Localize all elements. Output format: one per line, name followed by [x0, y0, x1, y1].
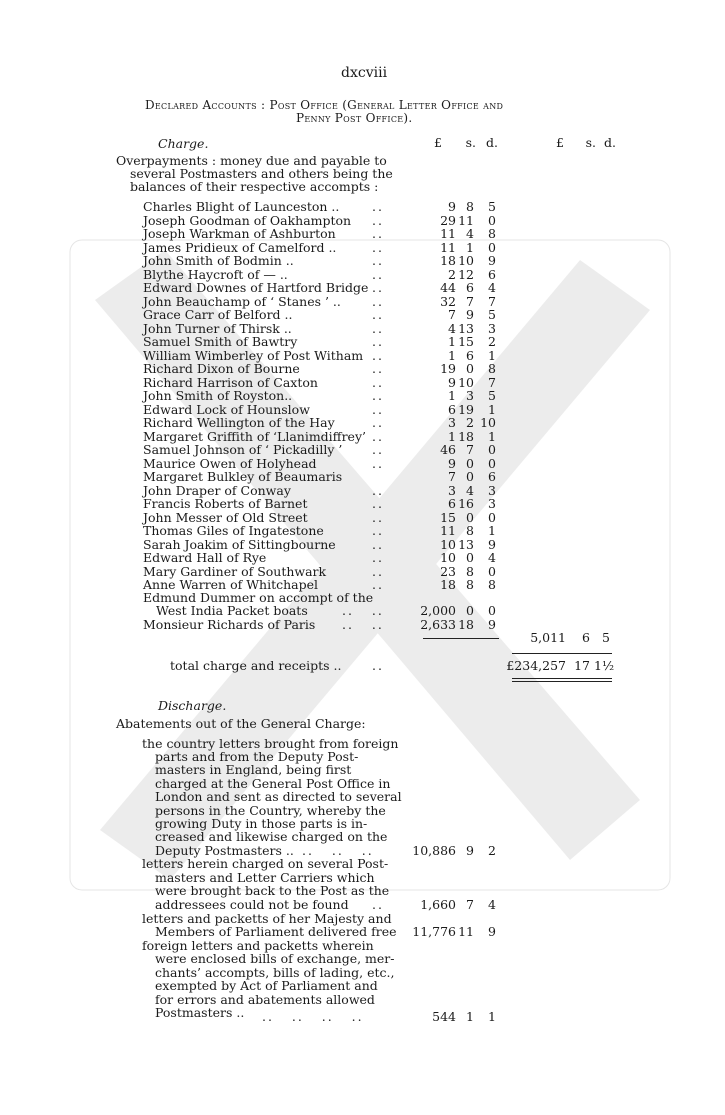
entry-pence: 0 [488, 455, 496, 471]
entry-pounds: 6 [448, 496, 456, 511]
entry-name: Sarah Joakim of Sittingbourne [143, 536, 336, 552]
subtotal-pence: 5 [602, 630, 610, 645]
entry-leader: .. [372, 226, 384, 241]
entry-shillings: 2 [466, 415, 474, 430]
entry-pence: 8 [488, 226, 496, 241]
entry-shillings: 8 [466, 199, 474, 214]
item1-line-3: masters in England, being first [155, 762, 352, 777]
entry-pence: 9 [488, 536, 496, 552]
entry-pounds: 18 [440, 253, 456, 268]
item2-line-3: were brought back to the Post as the [155, 883, 390, 898]
entry-pounds: 11 [440, 239, 456, 255]
col-pounds-2: £ [556, 135, 564, 150]
entry-name: John Draper of Conway [143, 482, 291, 498]
entry-leader: .. [372, 347, 384, 363]
entry-leader: .. [372, 442, 384, 457]
item4-line-2: were enclosed bills of exchange, mer- [155, 951, 395, 966]
entry-leader: .. [372, 496, 384, 511]
entry-name: Edward Hall of Rye [143, 550, 267, 565]
entry-shillings: 0 [466, 469, 474, 484]
entry-pence: 8 [488, 361, 496, 376]
subtotal-shillings: 6 [582, 630, 590, 645]
entry-name: Blythe Haycroft of — .. [143, 266, 288, 282]
entry-pounds: 46 [440, 442, 456, 457]
entry-pence: 0 [488, 442, 496, 457]
entry-name: John Beauchamp of ‘ Stanes ’ .. [143, 293, 341, 309]
item3-line-2: Members of Parliament delivered free [155, 924, 397, 939]
entry-leader: .. [372, 239, 384, 255]
item4-line-4: exempted by Act of Parliament and [155, 978, 378, 993]
entry-shillings: 13 [458, 536, 474, 552]
entry-pence: 5 [488, 307, 496, 322]
entry-shillings: 3 [466, 388, 474, 403]
entry-shillings: 13 [458, 320, 474, 336]
entry-pence: 5 [488, 388, 496, 403]
entry-pounds: 1 [448, 388, 456, 403]
entry-name: Thomas Giles of Ingatestone [143, 523, 324, 538]
entry-pence: 4 [488, 280, 496, 295]
total-rule-double-2 [512, 681, 612, 682]
entry-name: Samuel Smith of Bawtry [143, 334, 298, 349]
entry-pence: 7 [488, 293, 496, 309]
entry-pence: 1 [488, 523, 496, 538]
entry-shillings: 6 [466, 280, 474, 295]
entry-pence: 0 [488, 239, 496, 255]
total-pence: 1½ [594, 658, 615, 673]
entry-pounds: 6 [448, 401, 456, 417]
entry-shillings: 0 [466, 361, 474, 376]
entry-leader: .. [372, 536, 384, 552]
item3-line-1: letters and packetts of her Majesty and [142, 911, 392, 926]
col-pence-1: d. [486, 135, 498, 150]
item2-line-1: letters herein charged on several Post- [142, 856, 389, 871]
entry-shillings: 8 [466, 523, 474, 538]
item4-shillings: 1 [466, 1009, 474, 1024]
entry-leader: .. [372, 401, 384, 417]
entry-pence: 0 [488, 212, 496, 228]
entry-shillings: 10 [458, 374, 474, 390]
item2-leader: .. [372, 897, 384, 912]
entry-name: Grace Carr of Belford .. [143, 307, 293, 322]
entry-name: William Wimberley of Post Witham [143, 347, 364, 363]
entry-pence: 7 [488, 374, 496, 390]
entry-shillings: 4 [466, 482, 474, 498]
entry-pounds: 1 [448, 428, 456, 444]
item2-pence: 4 [488, 897, 496, 912]
total-rule-top [512, 653, 612, 654]
entry-shillings: 0 [466, 550, 474, 565]
entry-shillings: 11 [458, 212, 474, 228]
entry-name: Maurice Owen of Holyhead [143, 455, 317, 471]
entry-leader: .. [372, 523, 384, 538]
entry-pence: 8 [488, 577, 496, 592]
entry-name: John Smith of Bodmin .. [143, 253, 294, 268]
entry-leader: .. [372, 361, 384, 376]
item1-line-9: Deputy Postmasters .. [155, 843, 294, 858]
total-rule-double-1 [512, 678, 612, 679]
entry-shillings: 16 [458, 496, 474, 511]
entry-pounds: 15 [440, 509, 456, 525]
entry-name: Richard Wellington of the Hay [143, 415, 335, 430]
entry-shillings: 7 [466, 442, 474, 457]
page-number: dxcviii [341, 65, 388, 81]
entry-pounds: 3 [448, 415, 456, 430]
item2-pounds: 1,660 [420, 897, 456, 912]
entry-leader: .. [372, 307, 384, 322]
entry-name: John Smith of Royston.. [143, 388, 293, 403]
item1-line-7: growing Duty in those parts is in- [155, 816, 368, 831]
item4-line-6: Postmasters .. [155, 1005, 245, 1020]
item1-line-6: persons in the Country, whereby the [155, 803, 386, 818]
entry-pounds: 32 [440, 293, 456, 309]
entry-name: Mary Gardiner of Southwark [143, 563, 327, 579]
entry-pounds: 10 [440, 536, 456, 552]
entry-shillings: 7 [466, 293, 474, 309]
entry-pence: 1 [488, 428, 496, 444]
entry-name: Richard Harrison of Caxton [143, 374, 318, 390]
entry-pounds: 1 [448, 334, 456, 349]
item4-pence: 1 [488, 1009, 496, 1024]
dummer-line-2: West India Packet boats [156, 603, 308, 618]
entry-shillings: 0 [466, 509, 474, 525]
entry-leader: .. [372, 550, 384, 565]
item1-pounds: 10,886 [412, 843, 456, 858]
entry-name: James Pridieux of Camelford .. [143, 239, 337, 255]
heading-line-1: Declared Accounts : Post Office (General Letter Office and [145, 98, 504, 112]
entry-pounds: 19 [440, 361, 456, 376]
total-leader: .. [372, 658, 384, 673]
discharge-heading: Abatements out of the General Charge: [116, 716, 366, 731]
entry-pounds: 2 [448, 266, 456, 282]
entry-pence: 6 [488, 469, 496, 484]
entry-shillings: 8 [466, 577, 474, 592]
entry-pence: 9 [488, 253, 496, 268]
entry-name: Francis Roberts of Barnet [143, 496, 308, 511]
entry-pounds: 9 [448, 455, 456, 471]
entry-name: Edward Downes of Hartford Bridge [143, 280, 369, 295]
total-shillings: 17 [574, 658, 590, 673]
entry-pence: 0 [488, 509, 496, 525]
entry-name: Charles Blight of Launceston .. [143, 199, 340, 214]
col-pence-2: d. [604, 135, 616, 150]
entry-pence: 2 [488, 334, 496, 349]
entry-name: Joseph Goodman of Oakhampton [143, 212, 352, 228]
entry-name: John Messer of Old Street [143, 509, 308, 525]
item3-shillings: 11 [458, 924, 474, 939]
entry-pence: 1 [488, 401, 496, 417]
entry-pounds: 10 [440, 550, 456, 565]
entry-pounds: 44 [440, 280, 456, 295]
entry-pence: 3 [488, 320, 496, 336]
entry-leader: .. [372, 455, 384, 471]
charge-label: Charge. [158, 136, 209, 151]
entry-leader: .. [372, 266, 384, 282]
entry-shillings: 18 [458, 428, 474, 444]
entry-pounds: 23 [440, 563, 456, 579]
entry-name: Richard Dixon of Bourne [143, 361, 300, 376]
overpayments-line-3: balances of their respective accompts : [130, 179, 379, 194]
entry-leader: .. [372, 212, 384, 228]
entry-leader: .. [372, 253, 384, 268]
entry-leader: .. [372, 293, 384, 309]
entry-pounds: 29 [440, 212, 456, 228]
item2-line-4: addressees could not be found [155, 897, 349, 912]
entry-pence: 6 [488, 266, 496, 282]
entry-pounds: 1 [448, 347, 456, 363]
dummer-shillings: 0 [466, 603, 474, 618]
entry-shillings: 19 [458, 401, 474, 417]
item1-line-1: the country letters brought from foreign [142, 736, 399, 751]
entry-shillings: 15 [458, 334, 474, 349]
total-label: total charge and receipts .. [170, 658, 342, 673]
dummer-pence: 0 [488, 603, 496, 618]
dummer-pounds: 2,000 [420, 603, 456, 618]
item1-pence: 2 [488, 843, 496, 858]
item4-line-1: foreign letters and packetts wherein [142, 938, 374, 953]
item1-line-2: parts and from the Deputy Post- [155, 749, 359, 764]
entry-shillings: 10 [458, 253, 474, 268]
entry-pounds: 3 [448, 482, 456, 498]
entry-name: Joseph Warkman of Ashburton [143, 226, 336, 241]
entry-pence: 3 [488, 496, 496, 511]
entry-leader: .. [372, 482, 384, 498]
entry-leader: .. [372, 577, 384, 592]
entry-leader: .. [372, 280, 384, 295]
entry-pounds: 11 [440, 226, 456, 241]
entry-pence: 3 [488, 482, 496, 498]
entry-pounds: 18 [440, 577, 456, 592]
entry-pounds: 7 [448, 307, 456, 322]
entry-name: Anne Warren of Whitchapel [143, 577, 319, 592]
richards-leader: .. .. [342, 617, 384, 632]
subtotal-pounds: 5,011 [530, 630, 566, 645]
entry-leader: .. [372, 428, 384, 444]
entry-leader: .. [372, 374, 384, 390]
entry-leader: .. [372, 563, 384, 579]
item1-line-8: creased and likewise charged on the [155, 829, 388, 844]
item4-line-3: chants’ accompts, bills of lading, etc., [155, 965, 395, 980]
overpayments-line-1: Overpayments : money due and payable to [116, 153, 387, 168]
item4-pounds: 544 [432, 1009, 456, 1024]
entry-name: John Turner of Thirsk .. [143, 320, 292, 336]
discharge-label: Discharge. [158, 698, 227, 713]
col-shillings-2: s. [585, 135, 596, 150]
entry-pence: 1 [488, 347, 496, 363]
entry-leader: .. [372, 509, 384, 525]
dummer-line-1: Edmund Dummer on accompt of the [143, 590, 374, 605]
entry-pence: 5 [488, 199, 496, 214]
richards-name: Monsieur Richards of Paris [143, 617, 316, 632]
entry-pence: 4 [488, 550, 496, 565]
total-pounds: £234,257 [506, 658, 566, 673]
richards-shillings: 18 [458, 617, 474, 632]
entry-shillings: 8 [466, 563, 474, 579]
entry-pounds: 9 [448, 199, 456, 214]
entry-shillings: 12 [458, 266, 474, 282]
col-shillings-1: s. [465, 135, 476, 150]
entry-pence: 0 [488, 563, 496, 579]
entry-shillings: 0 [466, 455, 474, 471]
dummer-leader: .. .. [342, 603, 384, 618]
entry-name: Edward Lock of Hounslow [143, 401, 310, 417]
heading-line-2: Penny Post Office). [296, 111, 413, 125]
entry-leader: .. [372, 320, 384, 336]
entry-pounds: 11 [440, 523, 456, 538]
overpayments-line-2: several Postmasters and others being the [130, 166, 393, 181]
item1-line-4: charged at the General Post Office in [155, 776, 391, 791]
entry-leader: .. [372, 415, 384, 430]
entry-pounds: 4 [448, 320, 456, 336]
entry-name: Margaret Bulkley of Beaumaris [143, 469, 343, 484]
entry-pounds: 9 [448, 374, 456, 390]
col-pounds-1: £ [434, 135, 442, 150]
item2-line-2: masters and Letter Carriers which [155, 870, 375, 885]
subtotal-rule [423, 638, 499, 639]
richards-pence: 9 [488, 617, 496, 632]
entry-shillings: 1 [466, 239, 474, 255]
entry-shillings: 6 [466, 347, 474, 363]
entry-shillings: 4 [466, 226, 474, 241]
item4-leader: .. .. .. .. [262, 1009, 364, 1024]
entry-leader: .. [372, 199, 384, 214]
item3-pence: 9 [488, 924, 496, 939]
richards-pounds: 2,633 [420, 617, 456, 632]
item4-line-5: for errors and abatements allowed [155, 992, 375, 1007]
item1-line-5: London and sent as directed to several [155, 789, 402, 804]
item3-pounds: 11,776 [412, 924, 456, 939]
item2-shillings: 7 [466, 897, 474, 912]
entry-name: Margaret Griffith of ‘Llanimdiffrey’ [143, 428, 366, 444]
entry-leader: .. [372, 388, 384, 403]
item1-shillings: 9 [466, 843, 474, 858]
item1-leader: .. .. .. [302, 843, 374, 858]
entry-pence: 10 [480, 415, 496, 430]
entry-shillings: 9 [466, 307, 474, 322]
entry-name: Samuel Johnson of ‘ Pickadilly ’ [143, 442, 343, 457]
entry-pounds: 7 [448, 469, 456, 484]
entry-leader: .. [372, 334, 384, 349]
